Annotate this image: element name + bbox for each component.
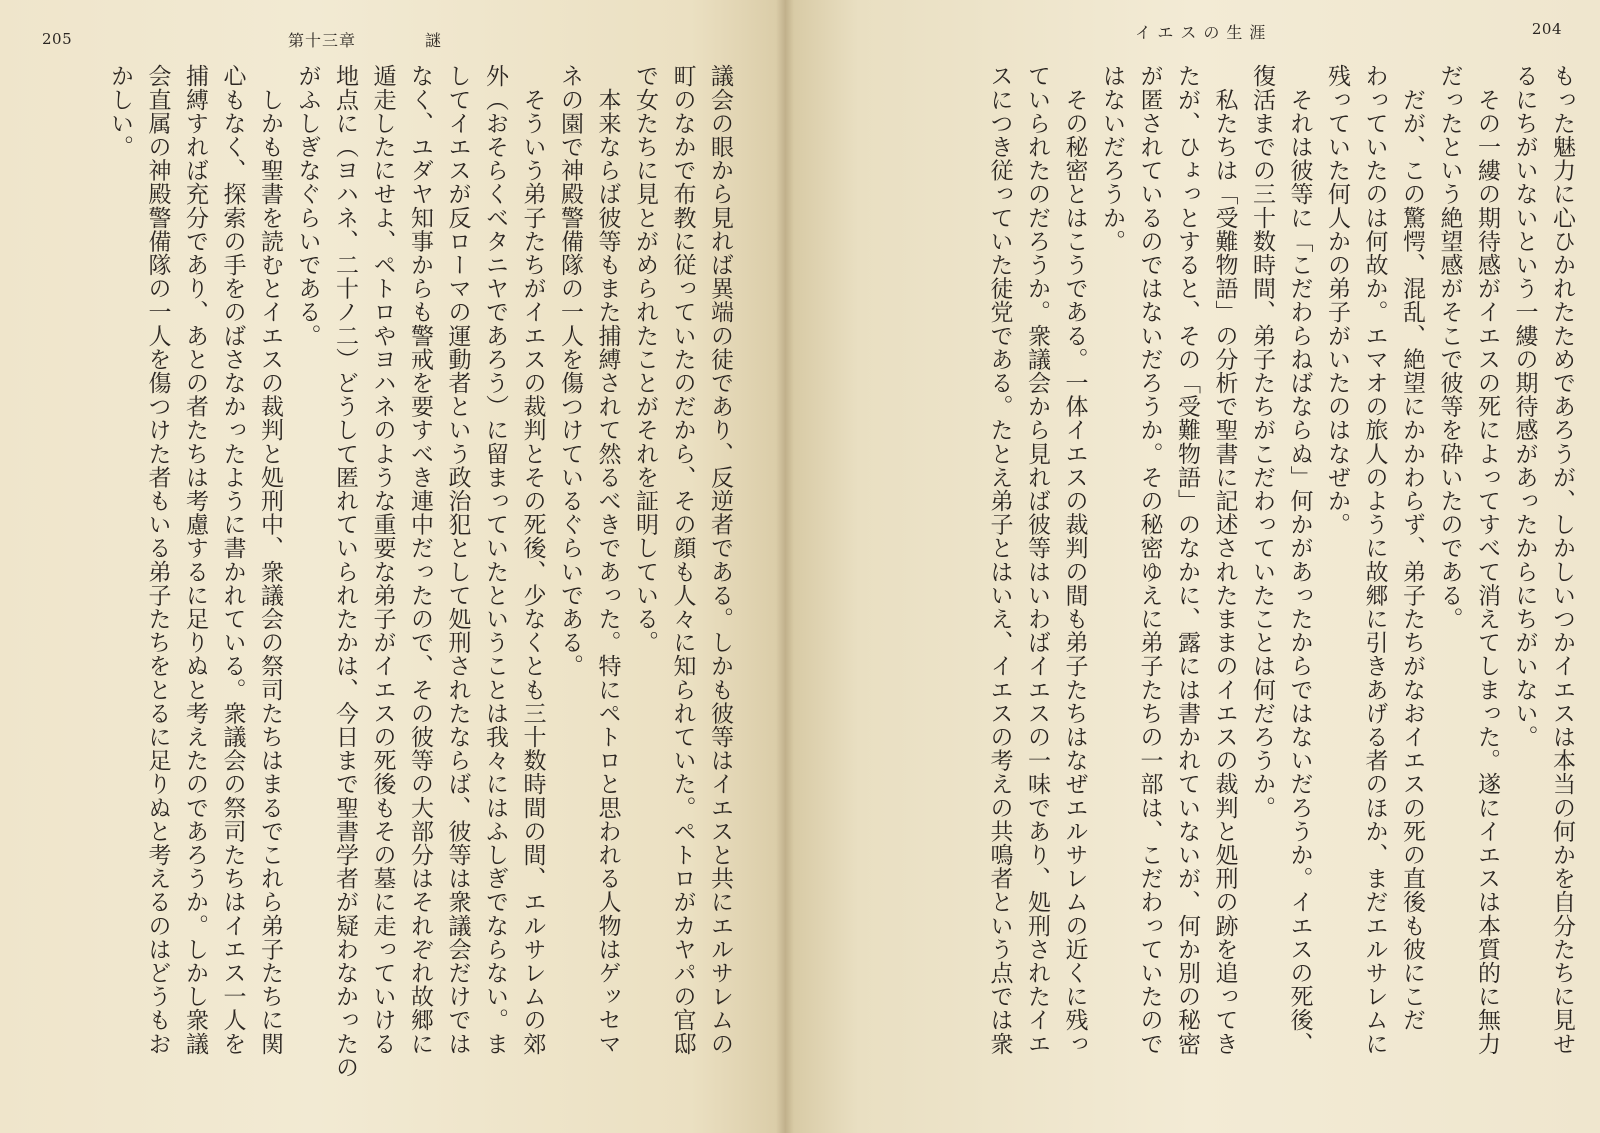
left-page	[0, 0, 785, 1133]
text-line: たが、ひょっとすると、その「受難物語」のなかに、露には書かれていないが、何か別の秘密	[1174, 64, 1200, 1056]
text-line: だが、この驚愕、混乱、絶望にかかわらず、弟子たちがなおイエスの死の直後も彼にこだ	[1399, 64, 1425, 1032]
text-line: はないだろうか。	[1099, 64, 1125, 253]
chapter-heading: 第十三章	[288, 31, 357, 50]
book-title-header: イエスの生涯	[1135, 23, 1273, 42]
text-line: スにつき従っていた徒党である。たとえ弟子とはいえ、イエスの考えの共鳴者という点では衆	[986, 64, 1013, 1056]
text-line: 本来ならば彼等もまた捕縛されて然るべきであった。特にペトロと思われる人物はゲッセマ	[594, 64, 621, 1056]
text-line: 会直属の神殿警備隊の一人を傷つけた者もいる弟子たちをとるに足りぬと考えるのはどうもお	[144, 64, 171, 1056]
text-line: もった魅力に心ひかれたためであろうが、しかしいつかイエスは本当の何かを自分たちに見せ	[1549, 64, 1575, 1056]
right-page	[785, 0, 1600, 1133]
text-line: 遁走したにせよ、ペトロやヨハネのような重要な弟子がイエスの死後もその墓に走っていける	[369, 64, 396, 1056]
text-line: がふしぎなぐらいである。	[294, 64, 321, 348]
text-line: その秘密とはこうである。一体イエスの裁判の間も弟子たちはなぜエルサレムの近くに残っ	[1061, 64, 1088, 1056]
text-line: 心もなく、探索の手をのばさなかったように書かれている。衆議会の祭司たちはイエス一人を	[219, 64, 246, 1056]
right-page-number: 204	[1531, 20, 1562, 38]
right-body-text	[986, 64, 1580, 1119]
left-page-number: 205	[42, 30, 73, 48]
text-line: かしい。	[107, 64, 133, 159]
text-line: そういう弟子たちがイエスの裁判とその死後、少なくとも三十数時間の間、エルサレムの郊	[519, 64, 546, 1056]
book-gutter	[776, 0, 794, 1133]
chapter-title: 謎	[425, 31, 442, 50]
text-line: 残っていた何人かの弟子がいたのはなぜか。	[1324, 64, 1350, 536]
text-line: わっていたのは何故か。エマオの旅人のように故郷に引きあげる者のほか、まだエルサレムに	[1361, 64, 1388, 1056]
text-line: 議会の眼から見れば異端の徒であり、反逆者である。しかも彼等はイエスと共にエルサレムの	[707, 64, 733, 1056]
text-line: 私たちは「受難物語」の分析で聖書に記述されたままのイエスの裁判と処刑の跡を追ってき	[1211, 64, 1238, 1056]
text-line: が匿されているのではないだろうか。その秘密ゆえに弟子たちの一部は、こだわっていたので	[1136, 64, 1163, 1056]
text-line: 外（おそらくベタニヤであろう）に留まっていたということは我々にはふしぎでならない。ま	[482, 64, 508, 1056]
left-body-text	[38, 64, 738, 1119]
text-line: 捕縛すれば充分であり、あとの者たちは考慮するに足りぬと考えたのであろうか。しかし衆議	[182, 64, 208, 1056]
text-line: 地点に（ヨハネ、二十ノ二）どうして匿れていられたかは、今日まで聖書学者が疑わなかったの	[332, 64, 358, 1079]
text-line: ていられたのだろうか。衆議会から見れば彼等はいわばイエスの一味であり、処刑されたイエ	[1024, 64, 1050, 1056]
text-line: ネの園で神殿警備隊の一人を傷つけているぐらいである。	[557, 64, 583, 678]
text-line: してイエスが反ローマの運動者という政治犯として処刑されたならば、彼等は衆議会だけでは	[444, 64, 471, 1056]
text-line: それは彼等に「こだわらねばならぬ」何かがあったからではないだろうか。イエスの死後、	[1286, 64, 1313, 1056]
text-line: しかも聖書を読むとイエスの裁判と処刑中、衆議会の祭司たちはまるでこれら弟子たちに関	[257, 64, 283, 1056]
text-line: だったという絶望感がそこで彼等を砕いたのである。	[1436, 64, 1463, 631]
text-line: なく、ユダヤ知事からも警戒を要すべき連中だったので、その彼等の大部分はそれぞれ故郷に	[407, 64, 433, 1056]
text-line: るにちがいないという一縷の期待感があったからにちがいない。	[1511, 64, 1538, 749]
text-line: で女たちに見とがめられたことがそれを証明している。	[632, 64, 658, 654]
text-line: 復活までの三十数時間、弟子たちがこだわっていたことは何だろうか。	[1249, 64, 1275, 820]
text-line: その一縷の期待感がイエスの死によってすべて消えてしまった。遂にイエスは本質的に無力	[1474, 64, 1500, 1056]
text-line: 町のなかで布教に従っていたのだから、その顔も人々に知られていた。ペトロがカヤパの官邸	[669, 64, 696, 1056]
